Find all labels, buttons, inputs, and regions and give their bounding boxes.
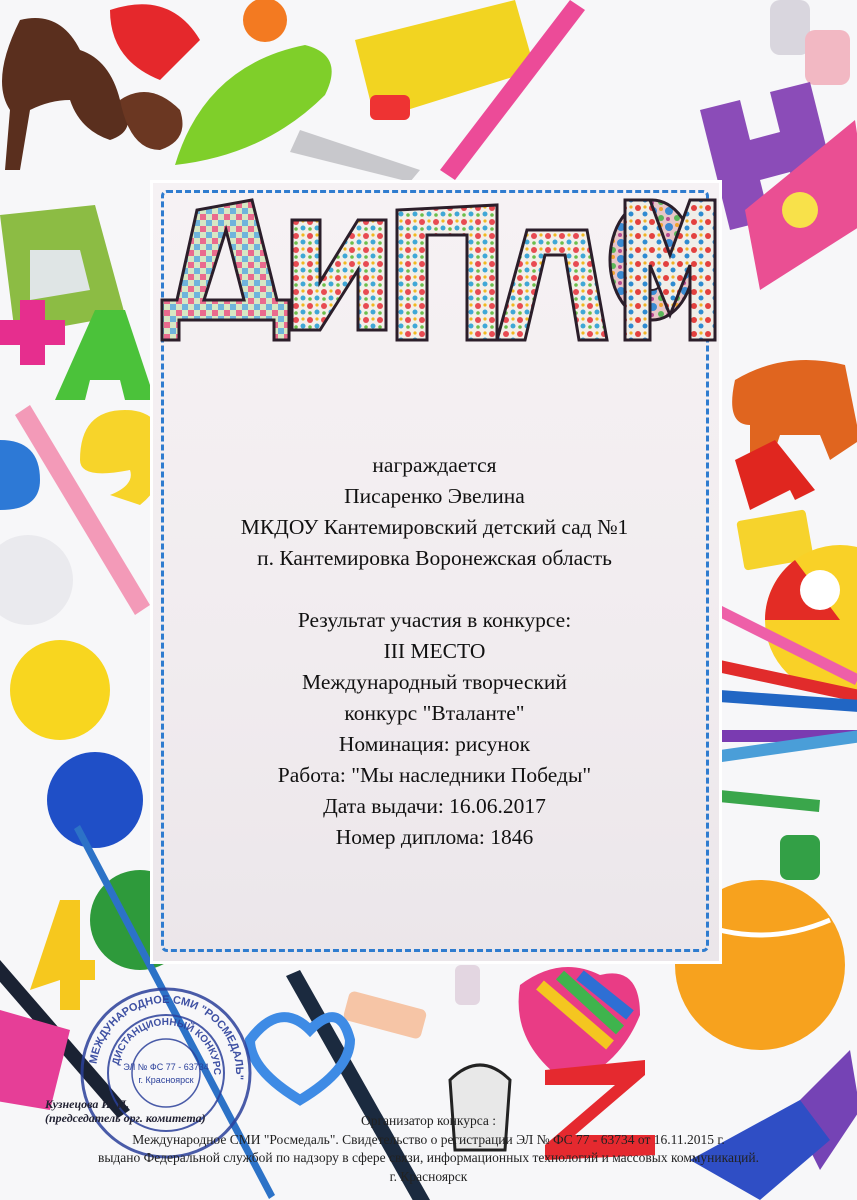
- organizer-line1: Международное СМИ "Росмедаль". Свидетельство о регистрации ЭЛ № ФС 77 - 63734 от 16.11.2015 г.: [132, 1131, 725, 1147]
- stamp-registration: ЭЛ № ФС 77 - 63734: [123, 1062, 209, 1072]
- organizer-city: г. Красноярск: [389, 1168, 468, 1184]
- result-label: Результат участия в конкурсе:: [297, 608, 572, 632]
- stamp-city: г. Красноярск: [138, 1075, 194, 1085]
- title-letter-m: [620, 190, 720, 345]
- place: III МЕСТО: [383, 639, 486, 663]
- contest-name-line1: Международный творческий: [302, 670, 567, 694]
- nomination: Номинация: рисунок: [338, 732, 531, 756]
- location: п. Кантемировка Воронежская область: [257, 546, 612, 570]
- recipient-name: Писаренко Эвелина: [344, 484, 525, 508]
- organization: МКДОУ Кантемировский детский сад №1: [240, 515, 629, 539]
- awarded-label: награждается: [372, 453, 497, 477]
- organizer-line2: выдано Федеральной службой по надзору в сфере связи, информационных технологий и массовых коммуникаций.: [97, 1150, 760, 1165]
- diploma-body: [162, 450, 707, 853]
- signer-name: Кузнецова И. П.: [45, 1097, 130, 1111]
- issue-date: Дата выдачи: 16.06.2017: [323, 794, 546, 818]
- stamp-inner-text: ДИСТАНЦИОННЫЙ КОНКУРС: [110, 1016, 223, 1076]
- signer-role: (председатель орг. комитета): [45, 1111, 206, 1125]
- title-letter-l: [497, 230, 607, 340]
- stamp-outer-text: МЕЖДУНАРОДНОЕ СМИ "РОСМЕДАЛЬ": [87, 993, 246, 1081]
- title-letter-d: [162, 200, 289, 340]
- diploma-number: Номер диплома: 1846: [335, 825, 534, 849]
- title-letter-i: [292, 220, 386, 330]
- title-letter-p: [397, 205, 497, 340]
- organizer-footer: [0, 1112, 857, 1186]
- work-title: Работа: "Мы наследники Победы": [277, 763, 592, 787]
- organizer-label: Организатор конкурса :: [360, 1113, 497, 1128]
- contest-name-line2: конкурс "Вталанте": [344, 701, 525, 725]
